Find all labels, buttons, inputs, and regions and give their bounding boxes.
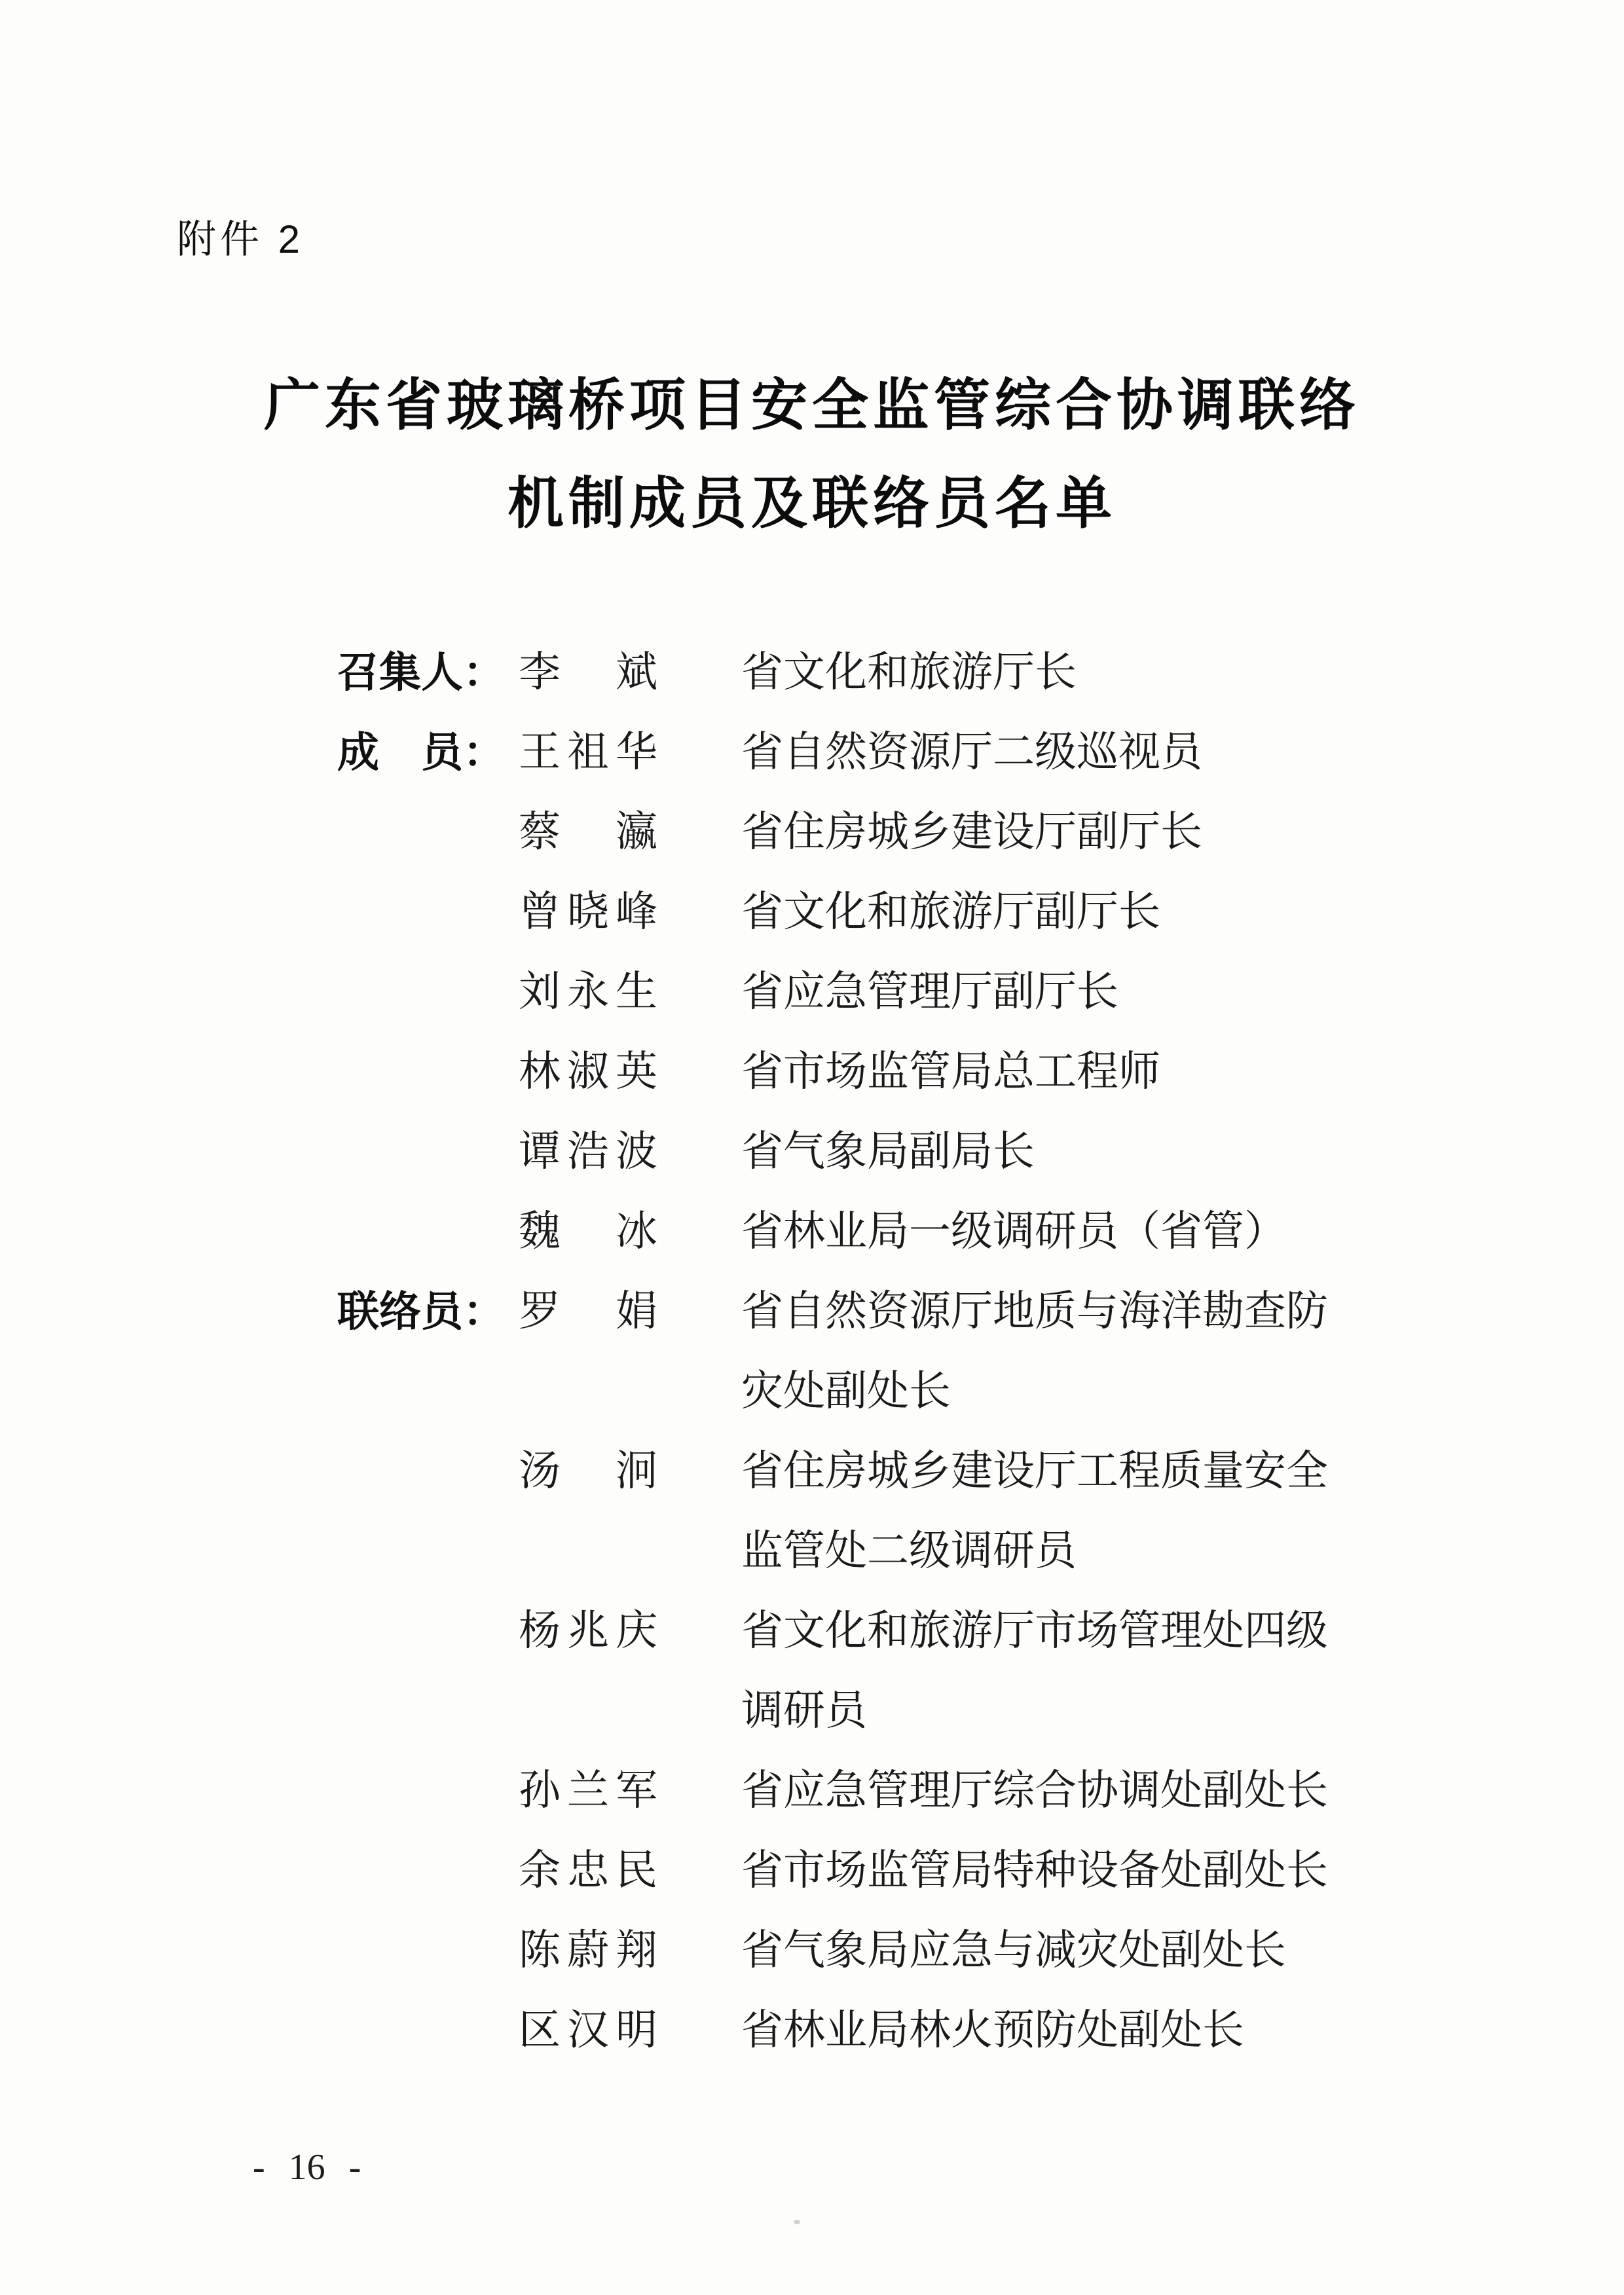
roster-member-position: 省自然资源厅二级巡视员 [741,729,1202,775]
roster-member-name: 陈蔚翔 [519,1927,657,1974]
roster-member-name: 杨兆庆 [519,1607,657,1654]
roster-row-liaison [337,1831,1411,1911]
roster-row-liaison [337,1991,1411,2070]
roster-member-name: 王祖华 [519,729,657,775]
roster-member-name: 林淑英 [519,1048,657,1095]
document-title-line2: 机制成员及联络员名单 [507,472,1116,535]
roster-member-name: 罗 娟 [519,1288,657,1334]
roster-member-position: 省林业局一级调研员（省管） [741,1208,1286,1255]
roster-member-position: 省气象局副局长 [741,1128,1035,1175]
roster-row-liaison [337,1591,1411,1751]
document-title [0,356,1624,553]
roster-role-label: 成 员： [337,729,505,776]
roster-row-convener [337,633,1411,712]
roster-member-position: 省住房城乡建设厅工程质量安全监管处二级调研员 [741,1448,1328,1574]
roster-row-member [337,712,1411,792]
roster-member-name: 蔡 瀛 [519,809,657,855]
roster-member-name: 刘永生 [519,968,657,1015]
roster-member-position: 省文化和旅游厅长 [741,649,1077,695]
document-title-line1: 广东省玻璃桥项目安全监管综合协调联络 [264,374,1360,437]
roster-row-liaison [337,1751,1411,1831]
roster-member-position: 省文化和旅游厅市场管理处四级调研员 [741,1607,1328,1734]
roster-member-position: 省应急管理厅综合协调处副处长 [741,1767,1328,1814]
roster-row-member [337,872,1411,952]
roster-member-name: 孙兰军 [519,1767,657,1814]
roster-member-name: 汤 泂 [519,1448,657,1494]
roster-member-name: 谭浩波 [519,1128,657,1175]
roster-member-position: 省自然资源厅地质与海洋勘查防灾处副处长 [741,1288,1328,1414]
roster-role-label: 召集人： [337,649,505,696]
roster-member-name: 余忠民 [519,1847,657,1894]
roster-role-label: 联络员： [337,1288,505,1335]
attachment-label: 附件 2 [177,217,304,261]
roster-row-member [337,1192,1411,1272]
roster-row-member [337,952,1411,1032]
roster-row-liaison [337,1272,1411,1431]
roster-row-member [337,792,1411,872]
page-number: - 16 - [253,2147,361,2188]
roster-member-position: 省应急管理厅副厅长 [741,968,1118,1015]
roster-member-position: 省林业局林火预防处副处长 [741,2007,1244,2053]
roster-member-name: 李 斌 [519,649,657,695]
roster-row-liaison [337,1431,1411,1591]
roster-member-name: 区汉明 [519,2007,657,2053]
roster-member-position: 省气象局应急与减灾处副处长 [741,1927,1286,1974]
roster-list [337,633,1411,2070]
roster-row-member [337,1112,1411,1192]
roster-member-position: 省文化和旅游厅副厅长 [741,889,1160,935]
roster-member-position: 省市场监管局总工程师 [741,1048,1160,1095]
roster-member-position: 省住房城乡建设厅副厅长 [741,809,1202,855]
roster-row-member [337,1032,1411,1112]
roster-member-name: 魏 冰 [519,1208,657,1255]
roster-row-liaison [337,1911,1411,1991]
scan-artifact-dot [794,2220,800,2224]
roster-member-position: 省市场监管局特种设备处副处长 [741,1847,1328,1894]
roster-member-name: 曾晓峰 [519,889,657,935]
